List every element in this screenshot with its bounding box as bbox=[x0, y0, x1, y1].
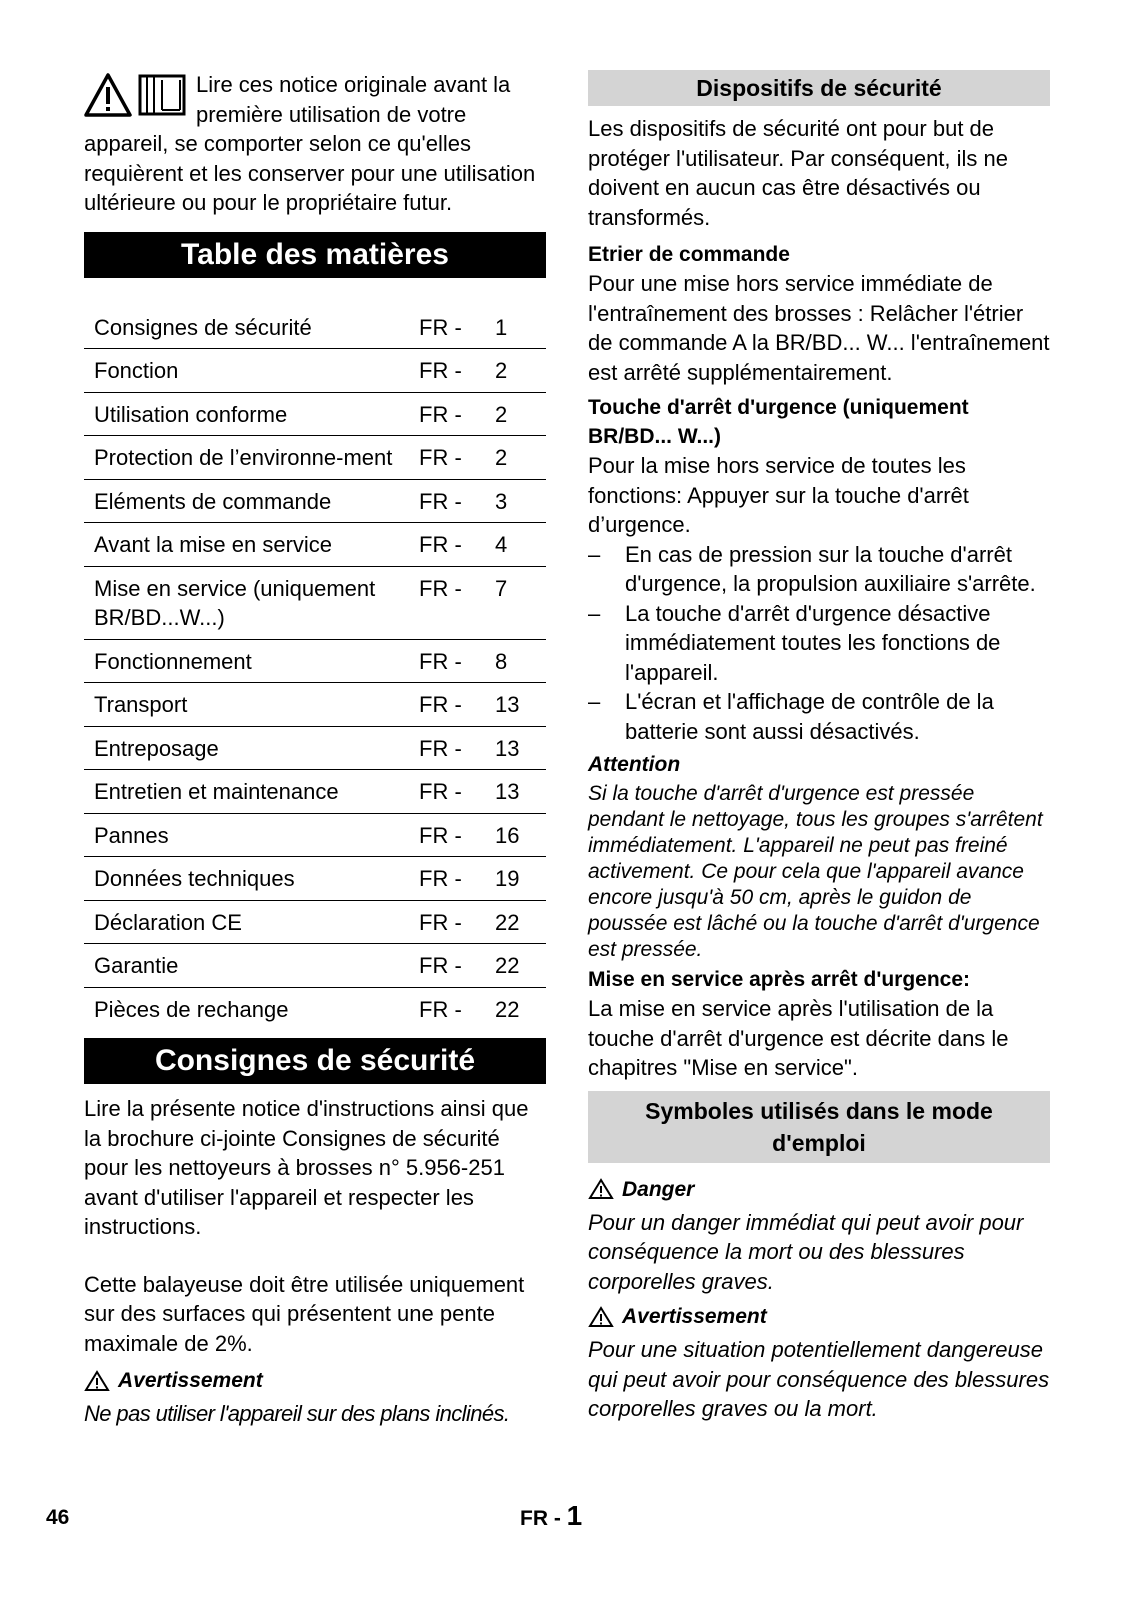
toc-row[interactable] bbox=[84, 857, 546, 901]
bullet-dash: – bbox=[588, 600, 601, 626]
toc-page-number: 4 bbox=[495, 532, 508, 557]
warning-triangle-icon bbox=[588, 1306, 614, 1328]
toc-title: Avant la mise en service bbox=[94, 532, 333, 557]
toc-title: Consignes de sécurité bbox=[94, 314, 312, 340]
toc-page-number: 7 bbox=[495, 575, 508, 601]
toc-page-number: 22 bbox=[495, 953, 520, 978]
safety-heading: Consignes de sécurité bbox=[84, 1038, 546, 1084]
toc-title: Mise en service (uniquement BR/BD...W...) bbox=[94, 575, 376, 630]
safety-para-1: Lire la présente notice d'instructions ainsi que la brochure ci-jointe Consignes de sécurité pour les nettoyeurs à brosses n° 5.956-251 avant d'utiliser l'appareil et respecter les instructions. bbox=[84, 1096, 529, 1239]
attention-text: Si la touche d'arrêt d'urgence est pressée pendant le nettoyage, tous les groupes s'arrêtent immédiatement. L'appareil ne peut pas freiné activement. Ce pour cela que l'appareil avance encore jusqu'à 50 cm, après le guidon de poussée est lâché ou la touche d'arrêt d'urgence est pressée. bbox=[588, 782, 1043, 961]
restart-title: Mise en service après arrêt d'urgence: bbox=[588, 968, 971, 991]
toc-title: Fonction bbox=[94, 358, 179, 383]
urgence-title: Touche d'arrêt d'urgence (uniquement BR/BD... W...) bbox=[588, 396, 969, 448]
toc-prefix: FR - bbox=[419, 575, 462, 601]
toc-row[interactable] bbox=[84, 944, 546, 988]
toc-page-number: 8 bbox=[495, 648, 508, 674]
symbols-warning-text: Pour une situation potentiellement dangereuse qui peut avoir pour conséquence des blessures corporelles graves ou la mort. bbox=[588, 1337, 1050, 1421]
etrier-text: Pour une mise hors service immédiate de l'entraînement des brosses : Relâcher l'étrier de commande A la BR/BD... W... l'entraînement est arrêté supplémentairement. bbox=[588, 271, 1050, 385]
list-item bbox=[588, 599, 1050, 688]
danger-label: Danger bbox=[622, 1177, 695, 1201]
toc-row[interactable] bbox=[84, 523, 546, 567]
toc-prefix: FR - bbox=[419, 445, 462, 470]
toc-prefix: FR - bbox=[419, 648, 462, 674]
toc-page-number: 13 bbox=[495, 692, 520, 717]
symbols-warning-heading bbox=[588, 1302, 1050, 1331]
toc-title: Pannes bbox=[94, 822, 169, 848]
toc-prefix: FR - bbox=[419, 953, 462, 978]
toc-row[interactable] bbox=[84, 988, 546, 1031]
intro-notice bbox=[84, 70, 546, 218]
safety-warning-heading bbox=[84, 1366, 546, 1395]
toc-title: Données techniques bbox=[94, 866, 295, 891]
toc-row[interactable] bbox=[84, 306, 546, 350]
urgence-text: Pour la mise hors service de toutes les fonctions: Appuyer sur la touche d'arrêt d’urgence. bbox=[588, 453, 969, 537]
footer-lang: FR - bbox=[520, 1507, 561, 1530]
toc-title: Déclaration CE bbox=[94, 909, 242, 935]
toc-prefix: FR - bbox=[419, 401, 462, 427]
toc-row[interactable] bbox=[84, 349, 546, 393]
bullet-text: L'écran et l'affichage de contrôle de la batterie sont aussi désactivés. bbox=[625, 689, 994, 744]
safety-para-2: Cette balayeuse doit être utilisée uniquement sur des surfaces qui présentent une pente maximale de 2%. bbox=[84, 1271, 525, 1356]
danger-heading bbox=[588, 1175, 1050, 1204]
footer-section-page: 1 bbox=[566, 1500, 583, 1531]
bullet-text: En cas de pression sur la touche d'arrêt d'urgence, la propulsion auxiliaire s'arrête. bbox=[625, 541, 1036, 596]
toc-title: Entreposage bbox=[94, 735, 219, 761]
section-page-indicator bbox=[520, 1500, 582, 1532]
devices-heading: Dispositifs de sécurité bbox=[588, 70, 1050, 106]
warning-triangle-icon bbox=[84, 1370, 110, 1392]
toc-page-number: 2 bbox=[495, 401, 508, 427]
toc-prefix: FR - bbox=[419, 314, 462, 340]
toc-page-number: 13 bbox=[495, 779, 520, 804]
toc-prefix: FR - bbox=[419, 532, 462, 557]
toc-page-number: 13 bbox=[495, 735, 520, 761]
attention-label: Attention bbox=[588, 753, 681, 776]
toc-row[interactable] bbox=[84, 683, 546, 727]
warning-triangle-icon bbox=[84, 72, 192, 118]
toc-page-number: 3 bbox=[495, 488, 508, 514]
toc-title: Entretien et maintenance bbox=[94, 779, 339, 804]
intro-text: Lire ces notice originale avant la première utilisation de votre appareil, se comporter selon ce qu'elles requièrent et les conserver pour une utilisation ultérieure ou pour le propriétaire futur. bbox=[84, 72, 536, 215]
toc-page-number: 19 bbox=[495, 866, 520, 891]
toc-title: Utilisation conforme bbox=[94, 401, 288, 427]
toc-prefix: FR - bbox=[419, 735, 462, 761]
toc-page-number: 1 bbox=[495, 314, 508, 340]
toc-row[interactable] bbox=[84, 727, 546, 771]
toc-heading: Table des matières bbox=[84, 232, 546, 278]
toc-prefix: FR - bbox=[419, 779, 462, 804]
symbols-heading: Symboles utilisés dans le mode d'emploi bbox=[588, 1091, 1050, 1163]
bullet-dash: – bbox=[588, 689, 601, 714]
intro-icons bbox=[84, 72, 196, 122]
toc-prefix: FR - bbox=[419, 822, 462, 848]
toc-row[interactable] bbox=[84, 436, 546, 480]
toc-row[interactable] bbox=[84, 814, 546, 858]
toc-page-number: 16 bbox=[495, 822, 520, 848]
page-number: 46 bbox=[46, 1506, 70, 1529]
toc-prefix: FR - bbox=[419, 996, 462, 1022]
toc-page-number: 2 bbox=[495, 358, 508, 383]
toc-prefix: FR - bbox=[419, 488, 462, 514]
urgence-bullet-list bbox=[588, 540, 1050, 747]
toc-row[interactable] bbox=[84, 480, 546, 524]
table-of-contents bbox=[84, 306, 546, 1031]
list-item bbox=[588, 687, 1050, 746]
toc-page-number: 2 bbox=[495, 445, 508, 470]
toc-title: Fonctionnement bbox=[94, 648, 252, 674]
warning-triangle-icon bbox=[588, 1178, 614, 1200]
toc-prefix: FR - bbox=[419, 358, 462, 383]
toc-row[interactable] bbox=[84, 393, 546, 437]
toc-prefix: FR - bbox=[419, 909, 462, 935]
list-item bbox=[588, 540, 1050, 599]
bullet-dash: – bbox=[588, 541, 601, 567]
toc-row[interactable] bbox=[84, 770, 546, 814]
toc-prefix: FR - bbox=[419, 692, 462, 717]
toc-row[interactable] bbox=[84, 640, 546, 684]
toc-row[interactable] bbox=[84, 901, 546, 945]
devices-intro: Les dispositifs de sécurité ont pour but de protéger l'utilisateur. Par conséquent, ils ne doivent en aucun cas être désactivés ou transformés. bbox=[588, 116, 1008, 230]
right-column bbox=[588, 70, 1050, 1424]
danger-text: Pour un danger immédiat qui peut avoir pour conséquence la mort ou des blessures corporelles graves. bbox=[588, 1209, 1024, 1294]
safety-warning-text: Ne pas utiliser l'appareil sur des plans inclinés. bbox=[84, 1401, 510, 1426]
toc-row[interactable] bbox=[84, 567, 546, 640]
toc-title: Garantie bbox=[94, 953, 179, 978]
restart-text: La mise en service après l'utilisation de la touche d'arrêt d'urgence est décrite dans le chapitres "Mise en service". bbox=[588, 996, 1009, 1080]
toc-title: Protection de l’environne-ment bbox=[94, 445, 393, 470]
toc-title: Eléments de commande bbox=[94, 488, 332, 514]
left-column bbox=[84, 70, 546, 1429]
toc-title: Transport bbox=[94, 692, 188, 717]
toc-title: Pièces de rechange bbox=[94, 996, 289, 1022]
bullet-text: La touche d'arrêt d'urgence désactive immédiatement toutes les fonctions de l'appareil. bbox=[625, 600, 1001, 685]
toc-page-number: 22 bbox=[495, 996, 520, 1022]
etrier-title: Etrier de commande bbox=[588, 243, 790, 266]
manual-book-icon bbox=[140, 76, 184, 114]
toc-prefix: FR - bbox=[419, 866, 462, 891]
toc-page-number: 22 bbox=[495, 909, 520, 935]
symbols-warning-label: Avertissement bbox=[622, 1305, 767, 1328]
safety-warning-label: Avertissement bbox=[118, 1369, 263, 1392]
